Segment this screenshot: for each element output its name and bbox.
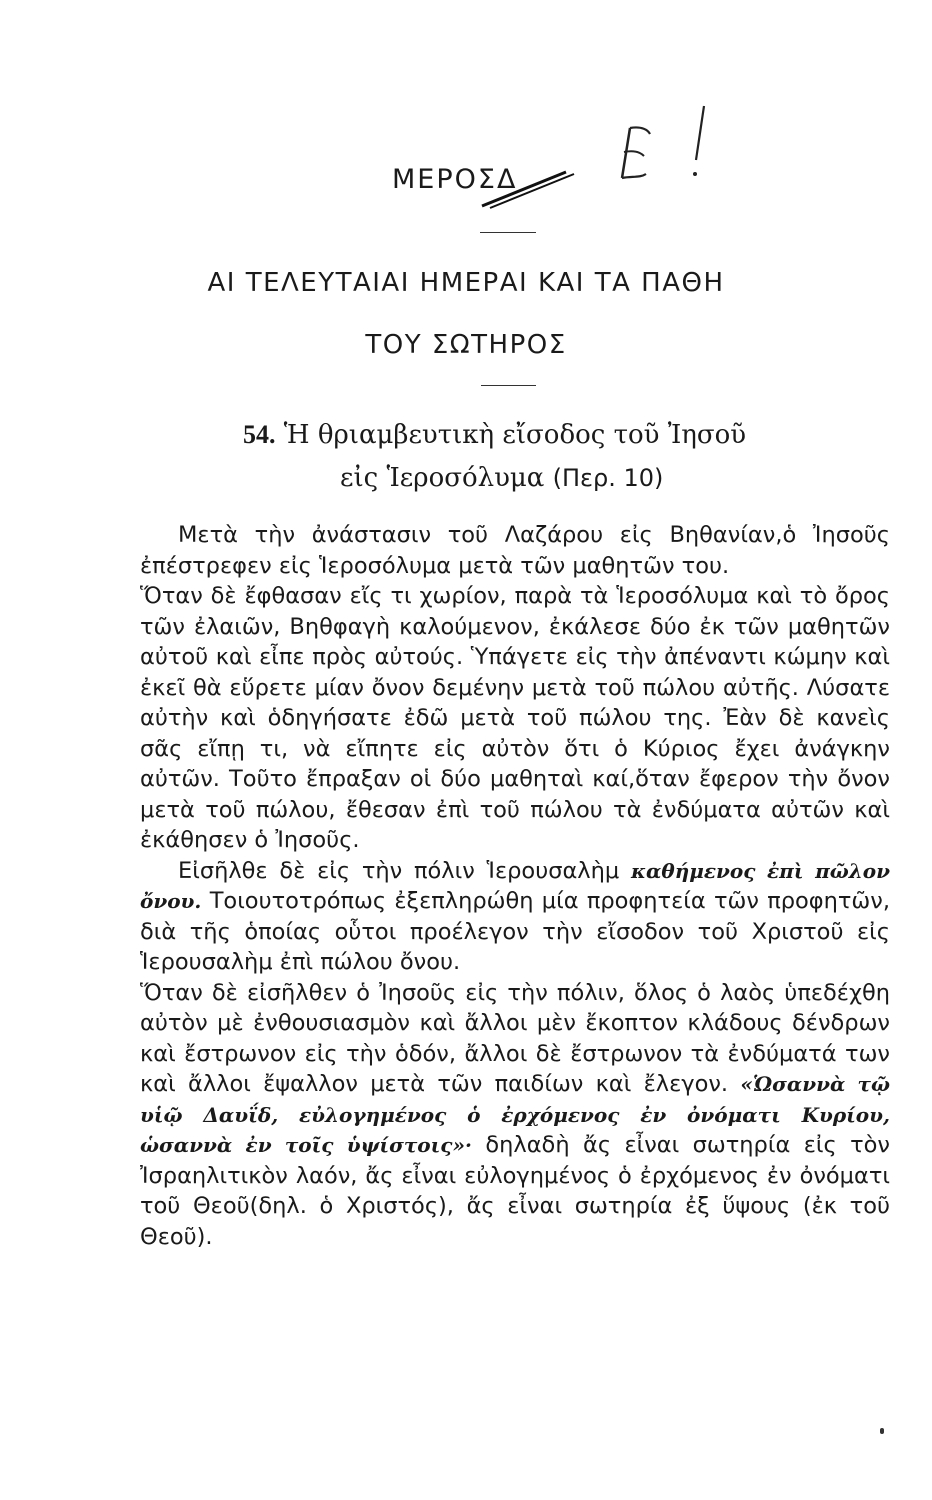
part-heading-text: ΜΕΡΟΣ <box>392 164 497 195</box>
divider-rule <box>481 385 536 386</box>
emphasized-text: καθήμενος ἐπὶ πῶλον ὄνου. <box>140 858 891 913</box>
handwritten-letter: Ε! <box>628 170 630 171</box>
body-text <box>140 520 890 1252</box>
paragraph <box>140 978 890 1253</box>
paragraph-text: Τοιουτοτρόπως ἐξεπληρώθη μία προφητεία τῶν προφητῶν, διὰ τῆς ὁποίας οὗτοι προέλεγον τὴν εἴσοδον τοῦ Χριστοῦ εἰς Ἱερουσαλὴμ ἐπὶ πώλου ὄνου. <box>140 888 890 975</box>
emphasized-text: «Ὡσαννὰ τῷ υἱῷ Δαυΐδ, εὐλογημένος ὁ ἐρχόμενος ἐν ὀνόματι Κυρίου, ὡσαννὰ ἐν τοῖς ὑψίστοις»· <box>140 1072 891 1157</box>
struck-part-letter: Δ <box>496 164 518 195</box>
section-title-continued <box>340 463 663 493</box>
paragraph-text: δηλαδὴ ἄς εἶναι σωτηρία εἰς τὸν Ἰσραηλιτικὸν λαόν, ἄς εἶναι εὐλογημένος ὁ ἐρχόμενος ἐν ὀνόματι τοῦ Θεοῦ(δηλ. ὁ Χριστός), ἄς εἶναι σωτηρία ἐξ ὕψους (ἐκ τοῦ Θεοῦ). <box>140 1132 890 1250</box>
paragraph-text: Ὅταν δὲ εἰσῆλθεν ὁ Ἰησοῦς εἰς τὴν πόλιν, ὅλος ὁ λαὸς ὑπεδέχθη αὐτὸν μὲ ἐνθουσιασμὸν καὶ ἄλλοι μὲν ἔκοπτον κλάδους δένδρων καὶ ἔστρωνον εἰς τὴν ὁδόν, ἄλλοι δὲ ἔστρωνον τὰ ἐνδύματά των καὶ ἄλλοι ἔψαλλον μετὰ τῶν παιδίων καὶ ἔλεγον. <box>140 979 890 1097</box>
handwritten-correction <box>608 100 718 190</box>
scan-speck <box>880 1428 884 1434</box>
chapter-title-line-2: ΤΟΥ ΣΩΤΗΡΟΣ <box>365 330 567 360</box>
section-reference: (Περ. 10) <box>552 464 664 492</box>
paragraph <box>140 856 890 978</box>
paragraph: Ὅταν δὲ ἔφθασαν εἴς τι χωρίον, παρὰ τὰ Ἱεροσόλυμα καὶ τὸ ὄρος τῶν ἐλαιῶν, Βηθφαγὴ καλούμενον, ἐκάλεσε δύο ἐκ τῶν μαθητῶν αὐτοῦ καὶ εἶπε πρὸς αὐτούς. Ὑπάγετε εἰς τὴν ἀπέναντι κώμην καὶ ἐκεῖ θὰ εὕρετε μίαν ὄνον δεμένην μετὰ τοῦ πώλου αὐτῆς. Λύσατε αὐτὴν καὶ ὁδηγήσατε ἐδῶ μετὰ τοῦ πώλου της. Ἐὰν δὲ κανεὶς σᾶς εἴπῃ τι, νὰ εἴπητε εἰς αὐτὸν ὅτι ὁ Κύριος ἔχει ἀνάγκην αὐτῶν. Τοῦτο ἔπραξαν οἱ δύο μαθηταὶ καί,ὅταν ἔφερον τὴν ὄνον μετὰ τοῦ πώλου, ἔθεσαν ἐπὶ τοῦ πώλου τὰ ἐνδύματα αὐτῶν καὶ ἐκάθησεν ὁ Ἰησοῦς. <box>140 583 890 853</box>
section-title-line-2: εἰς Ἱεροσόλυμα <box>340 463 545 493</box>
paragraph: Μετὰ τὴν ἀνάστασιν τοῦ Λαζάρου εἰς Βηθανίαν,ὁ Ἰησοῦς ἐπέστρεφεν εἰς Ἱεροσόλυμα μετὰ τῶν μαθητῶν του. <box>140 522 890 579</box>
paragraph-text: Εἰσῆλθε δὲ εἰς τὴν πόλιν Ἱερουσαλὴμ <box>178 857 620 884</box>
divider-rule <box>480 232 536 233</box>
chapter-title-line-1: ΑΙ ΤΕΛΕΥΤΑΙΑΙ ΗΜΕΡΑΙ ΚΑΙ ΤΑ ΠΑΘΗ <box>207 268 725 298</box>
section-title-line-1: Ἡ θριαμβευτικὴ εἴσοδος τοῦ Ἰησοῦ <box>283 420 747 450</box>
section-title <box>243 420 746 450</box>
section-number: 54. <box>243 420 276 449</box>
